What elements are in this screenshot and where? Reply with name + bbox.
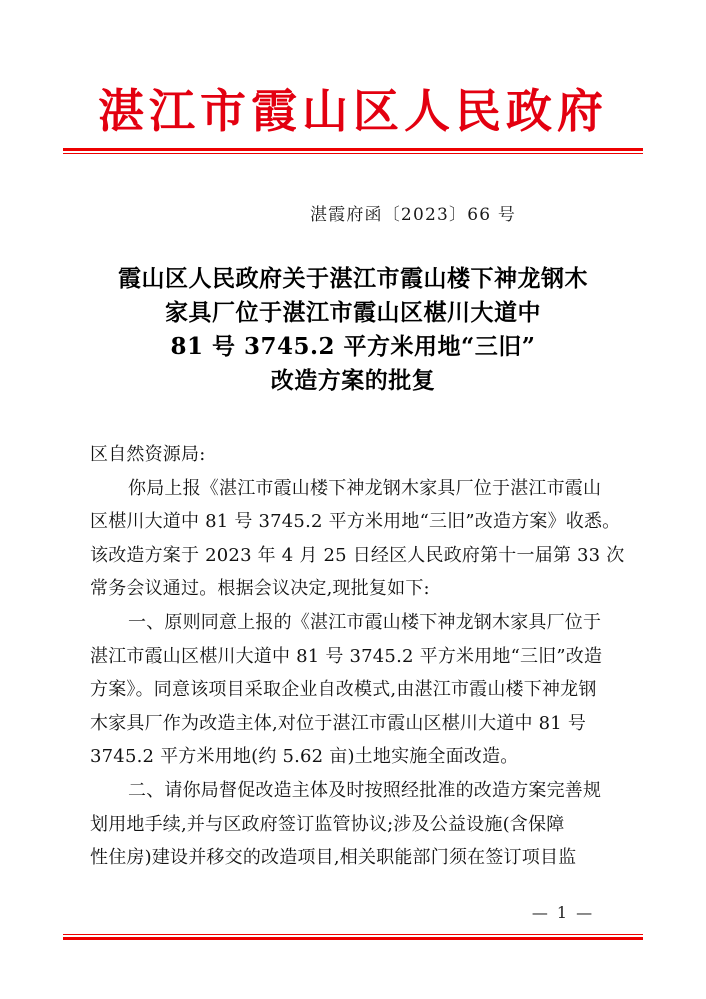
body-line: 划用地手续,并与区政府签订监管协议;涉及公益设施(含保障 bbox=[90, 813, 565, 835]
body-line: 木家具厂作为改造主体,对位于湛江市霞山区椹川大道中 81 号 bbox=[90, 712, 587, 734]
body-line: 该改造方案于 2023 年 4 月 25 日经区人民政府第十一届第 33 次 bbox=[90, 544, 625, 566]
masthead bbox=[0, 82, 706, 140]
footer-rule-group bbox=[63, 934, 643, 940]
recipient-line: 区自然资源局: bbox=[90, 444, 206, 465]
masthead-rule-thin bbox=[63, 153, 643, 154]
document-title-line-2: 家具厂位于湛江市霞山区椹川大道中 bbox=[165, 299, 541, 326]
document-number: 湛霞府函〔2023〕66 号 bbox=[309, 205, 517, 225]
body-line: 3745.2 平方米用地(约 5.62 亩)土地实施全面改造。 bbox=[90, 746, 519, 768]
document-body bbox=[90, 438, 625, 875]
document-title-line-3: 81 号 3745.2 平方米用地“三旧” bbox=[170, 333, 536, 360]
body-line: 方案》。同意该项目采取企业自改模式,由湛江市霞山楼下神龙钢 bbox=[90, 679, 597, 701]
body-line: 你局上报《湛江市霞山楼下神龙钢木家具厂位于湛江市霞山 bbox=[128, 477, 602, 499]
body-line: 区椹川大道中 81 号 3745.2 平方米用地“三旧”改造方案》收悉。 bbox=[90, 511, 621, 533]
body-line: 常务会议通过。根据会议决定,现批复如下: bbox=[90, 578, 430, 600]
footer-page-number-row bbox=[0, 903, 706, 922]
masthead-rule-group bbox=[63, 148, 643, 154]
footer-rule-thick bbox=[63, 937, 643, 940]
document-title-line-1: 霞山区人民政府关于湛江市霞山楼下神龙钢木 bbox=[118, 265, 588, 292]
body-line: 湛江市霞山区椹川大道中 81 号 3745.2 平方米用地“三旧”改造 bbox=[90, 645, 603, 667]
body-line: 性住房)建设并移交的改造项目,相关职能部门须在签订项目监 bbox=[90, 847, 577, 869]
issuing-authority-title: 湛江市霞山区人民政府 bbox=[98, 84, 608, 138]
document-title-line-4: 改造方案的批复 bbox=[270, 367, 436, 394]
document-number-row bbox=[0, 200, 706, 225]
body-line: 二、请你局督促改造主体及时按照经批准的改造方案完善规 bbox=[128, 779, 602, 801]
body-line: 一、原则同意上报的《湛江市霞山楼下神龙钢木家具厂位于 bbox=[128, 611, 602, 633]
page-number: — 1 — bbox=[531, 903, 595, 922]
document-title bbox=[63, 262, 643, 398]
